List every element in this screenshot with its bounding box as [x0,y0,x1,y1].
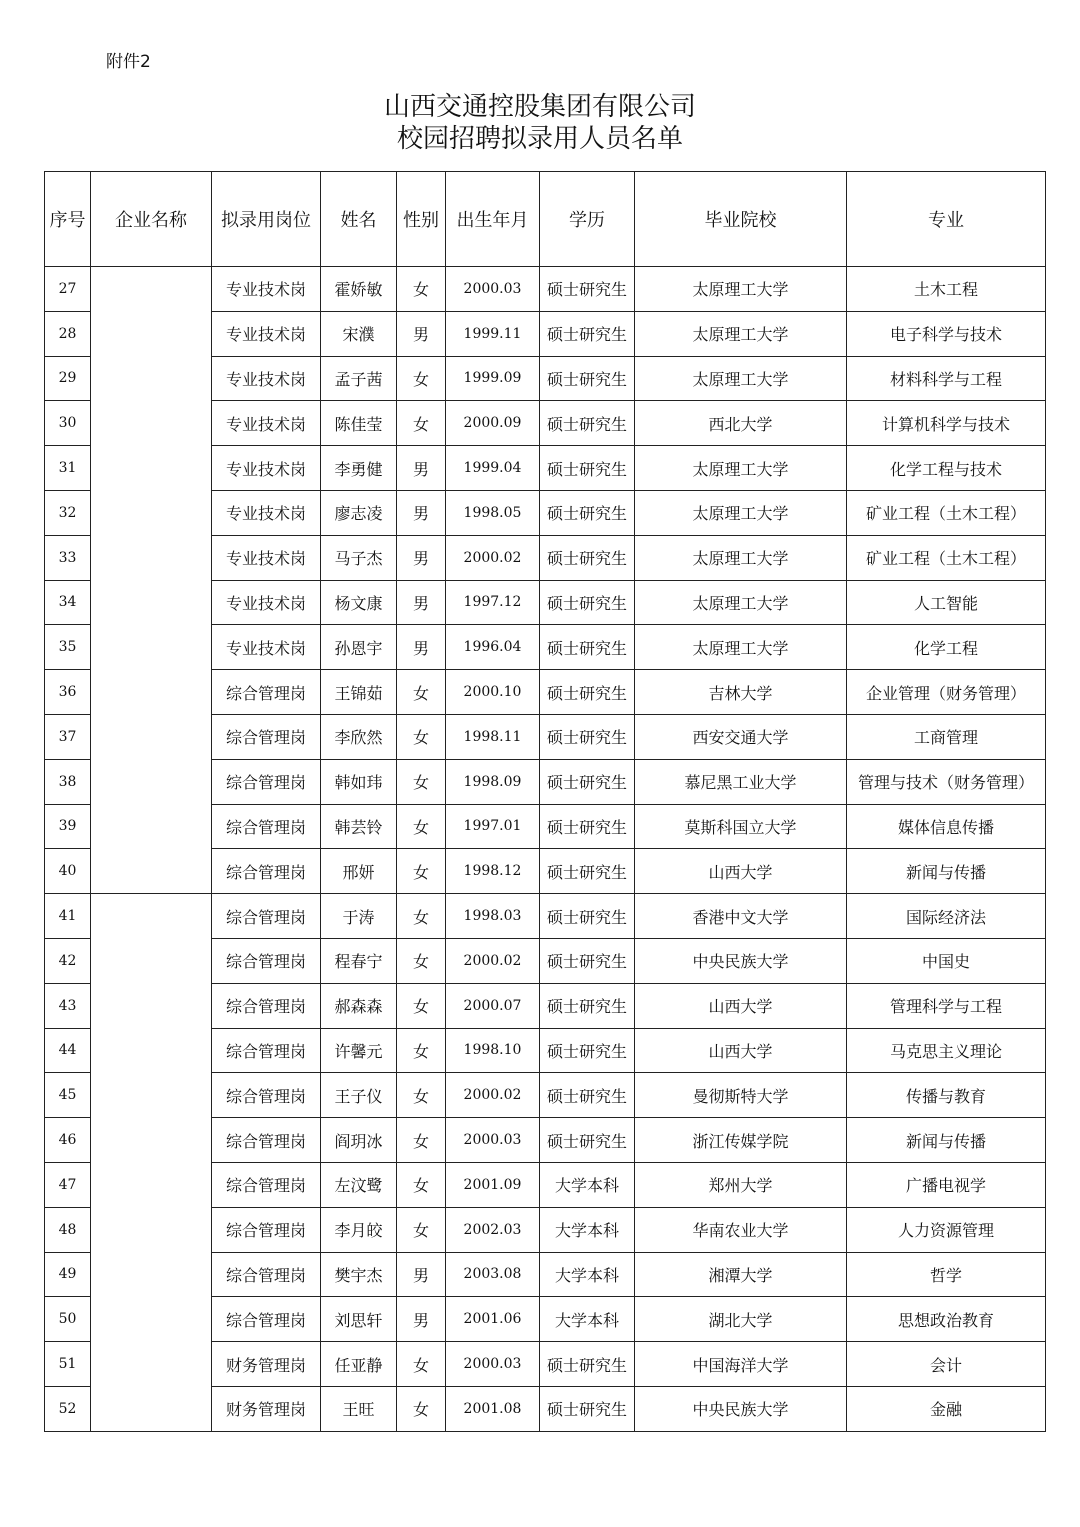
cell-position: 专业技术岗 [212,446,321,491]
cell-gender: 男 [397,1252,446,1297]
header-school: 毕业院校 [635,172,847,267]
cell-major: 新闻与传播 [847,849,1046,894]
cell-gender: 男 [397,625,446,670]
cell-seq: 49 [45,1252,91,1297]
cell-gender: 男 [397,311,446,356]
cell-school: 太原理工大学 [635,356,847,401]
cell-major: 化学工程 [847,625,1046,670]
cell-education: 硕士研究生 [540,625,635,670]
cell-birth: 1999.11 [446,311,540,356]
cell-birth: 2000.03 [446,267,540,312]
cell-name: 李欣然 [321,714,397,759]
cell-seq: 46 [45,1118,91,1163]
cell-birth: 2001.09 [446,1162,540,1207]
cell-major: 媒体信息传播 [847,804,1046,849]
cell-major: 管理科学与工程 [847,983,1046,1028]
cell-gender: 女 [397,1073,446,1118]
cell-name: 程春宁 [321,938,397,983]
cell-birth: 2000.02 [446,535,540,580]
cell-gender: 女 [397,983,446,1028]
cell-major: 人力资源管理 [847,1207,1046,1252]
table-row [45,894,1046,939]
cell-seq: 27 [45,267,91,312]
header-major: 专业 [847,172,1046,267]
cell-school: 浙江传媒学院 [635,1118,847,1163]
header-education: 学历 [540,172,635,267]
cell-gender: 女 [397,1028,446,1073]
cell-education: 硕士研究生 [540,535,635,580]
cell-gender: 男 [397,1297,446,1342]
cell-name: 王锦茹 [321,670,397,715]
cell-birth: 1998.09 [446,759,540,804]
cell-gender: 男 [397,580,446,625]
cell-company [91,267,212,894]
cell-school: 太原理工大学 [635,490,847,535]
cell-school: 太原理工大学 [635,311,847,356]
cell-name: 任亚静 [321,1342,397,1387]
cell-gender: 男 [397,490,446,535]
cell-gender: 女 [397,670,446,715]
cell-name: 杨文康 [321,580,397,625]
cell-school: 湘潭大学 [635,1252,847,1297]
cell-gender: 女 [397,401,446,446]
cell-major: 土木工程 [847,267,1046,312]
cell-name: 左汶鹭 [321,1162,397,1207]
cell-major: 金融 [847,1386,1046,1431]
cell-seq: 30 [45,401,91,446]
attachment-label: 附件2 [106,52,151,72]
cell-name: 宋濮 [321,311,397,356]
cell-gender: 男 [397,446,446,491]
cell-major: 传播与教育 [847,1073,1046,1118]
cell-school: 中国海洋大学 [635,1342,847,1387]
document-title-line2: 校园招聘拟录用人员名单 [396,124,683,154]
header-gender: 性别 [397,172,446,267]
cell-birth: 1997.12 [446,580,540,625]
cell-seq: 39 [45,804,91,849]
header-seq: 序号 [45,172,91,267]
cell-birth: 1998.12 [446,849,540,894]
cell-name: 韩芸铃 [321,804,397,849]
cell-name: 霍娇敏 [321,267,397,312]
cell-position: 综合管理岗 [212,759,321,804]
cell-school: 西安交通大学 [635,714,847,759]
cell-name: 樊宇杰 [321,1252,397,1297]
header-position: 拟录用岗位 [212,172,321,267]
cell-seq: 38 [45,759,91,804]
cell-major: 矿业工程（土木工程） [847,490,1046,535]
cell-gender: 女 [397,759,446,804]
cell-school: 香港中文大学 [635,894,847,939]
cell-school: 山西大学 [635,849,847,894]
cell-birth: 2000.02 [446,1073,540,1118]
cell-gender: 女 [397,1207,446,1252]
cell-education: 硕士研究生 [540,1028,635,1073]
cell-position: 专业技术岗 [212,535,321,580]
cell-position: 专业技术岗 [212,490,321,535]
cell-school: 太原理工大学 [635,535,847,580]
cell-birth: 1999.04 [446,446,540,491]
cell-education: 大学本科 [540,1297,635,1342]
cell-seq: 41 [45,894,91,939]
cell-position: 综合管理岗 [212,849,321,894]
cell-major: 马克思主义理论 [847,1028,1046,1073]
cell-seq: 40 [45,849,91,894]
cell-birth: 1996.04 [446,625,540,670]
cell-seq: 43 [45,983,91,1028]
cell-seq: 31 [45,446,91,491]
cell-name: 韩如玮 [321,759,397,804]
cell-education: 硕士研究生 [540,1118,635,1163]
cell-school: 曼彻斯特大学 [635,1073,847,1118]
cell-seq: 36 [45,670,91,715]
cell-major: 中国史 [847,938,1046,983]
cell-education: 硕士研究生 [540,1342,635,1387]
cell-position: 综合管理岗 [212,804,321,849]
cell-education: 硕士研究生 [540,804,635,849]
cell-education: 硕士研究生 [540,894,635,939]
header-company: 企业名称 [91,172,212,267]
cell-major: 材料科学与工程 [847,356,1046,401]
document-title-line1: 山西交通控股集团有限公司 [383,92,696,122]
cell-seq: 33 [45,535,91,580]
cell-position: 综合管理岗 [212,894,321,939]
cell-school: 吉林大学 [635,670,847,715]
cell-name: 阎玥冰 [321,1118,397,1163]
cell-seq: 47 [45,1162,91,1207]
cell-gender: 女 [397,356,446,401]
header-birth: 出生年月 [446,172,540,267]
cell-name: 孟子茜 [321,356,397,401]
cell-position: 专业技术岗 [212,311,321,356]
cell-school: 太原理工大学 [635,267,847,312]
cell-school: 中央民族大学 [635,938,847,983]
cell-seq: 28 [45,311,91,356]
cell-birth: 2001.06 [446,1297,540,1342]
cell-major: 工商管理 [847,714,1046,759]
cell-gender: 女 [397,938,446,983]
cell-position: 财务管理岗 [212,1386,321,1431]
cell-seq: 32 [45,490,91,535]
cell-position: 综合管理岗 [212,938,321,983]
cell-birth: 1998.11 [446,714,540,759]
cell-seq: 29 [45,356,91,401]
cell-gender: 男 [397,535,446,580]
cell-seq: 35 [45,625,91,670]
cell-name: 刘思轩 [321,1297,397,1342]
cell-school: 太原理工大学 [635,580,847,625]
cell-name: 马子杰 [321,535,397,580]
cell-position: 综合管理岗 [212,1028,321,1073]
header-name: 姓名 [321,172,397,267]
cell-gender: 女 [397,849,446,894]
cell-position: 综合管理岗 [212,1207,321,1252]
cell-education: 大学本科 [540,1162,635,1207]
cell-education: 硕士研究生 [540,983,635,1028]
cell-name: 李月皎 [321,1207,397,1252]
cell-major: 管理与技术（财务管理） [847,759,1046,804]
cell-major: 电子科学与技术 [847,311,1046,356]
cell-school: 慕尼黑工业大学 [635,759,847,804]
cell-major: 矿业工程（土木工程） [847,535,1046,580]
cell-birth: 2002.03 [446,1207,540,1252]
cell-gender: 女 [397,804,446,849]
cell-seq: 48 [45,1207,91,1252]
cell-education: 硕士研究生 [540,401,635,446]
cell-gender: 女 [397,714,446,759]
cell-seq: 51 [45,1342,91,1387]
cell-education: 硕士研究生 [540,670,635,715]
cell-position: 专业技术岗 [212,580,321,625]
cell-education: 硕士研究生 [540,1386,635,1431]
cell-seq: 37 [45,714,91,759]
cell-birth: 2000.03 [446,1342,540,1387]
cell-name: 孙恩宇 [321,625,397,670]
cell-position: 综合管理岗 [212,1162,321,1207]
cell-school: 西北大学 [635,401,847,446]
cell-gender: 女 [397,1386,446,1431]
cell-major: 计算机科学与技术 [847,401,1046,446]
cell-position: 综合管理岗 [212,1252,321,1297]
cell-position: 专业技术岗 [212,356,321,401]
cell-school: 湖北大学 [635,1297,847,1342]
roster-body [45,267,1046,1432]
cell-birth: 2000.03 [446,1118,540,1163]
cell-major: 化学工程与技术 [847,446,1046,491]
cell-position: 财务管理岗 [212,1342,321,1387]
cell-position: 综合管理岗 [212,670,321,715]
cell-birth: 1998.10 [446,1028,540,1073]
table-row [45,267,1046,312]
cell-gender: 女 [397,1118,446,1163]
cell-company [91,894,212,1432]
cell-school: 莫斯科国立大学 [635,804,847,849]
header-row [45,172,1046,267]
cell-education: 大学本科 [540,1207,635,1252]
cell-seq: 44 [45,1028,91,1073]
cell-position: 专业技术岗 [212,267,321,312]
cell-seq: 42 [45,938,91,983]
cell-seq: 45 [45,1073,91,1118]
cell-school: 郑州大学 [635,1162,847,1207]
cell-gender: 女 [397,1162,446,1207]
cell-seq: 52 [45,1386,91,1431]
cell-education: 硕士研究生 [540,311,635,356]
cell-education: 硕士研究生 [540,849,635,894]
cell-position: 综合管理岗 [212,1118,321,1163]
cell-name: 王旺 [321,1386,397,1431]
cell-birth: 1998.03 [446,894,540,939]
cell-name: 郝森森 [321,983,397,1028]
cell-education: 硕士研究生 [540,1073,635,1118]
cell-major: 会计 [847,1342,1046,1387]
cell-education: 硕士研究生 [540,714,635,759]
cell-school: 山西大学 [635,1028,847,1073]
cell-gender: 女 [397,267,446,312]
cell-major: 思想政治教育 [847,1297,1046,1342]
cell-position: 专业技术岗 [212,625,321,670]
cell-major: 人工智能 [847,580,1046,625]
cell-position: 综合管理岗 [212,1073,321,1118]
cell-birth: 2003.08 [446,1252,540,1297]
cell-name: 邢妍 [321,849,397,894]
cell-major: 广播电视学 [847,1162,1046,1207]
cell-birth: 1998.05 [446,490,540,535]
cell-position: 专业技术岗 [212,401,321,446]
cell-gender: 女 [397,894,446,939]
cell-name: 陈佳莹 [321,401,397,446]
cell-name: 王子仪 [321,1073,397,1118]
cell-school: 华南农业大学 [635,1207,847,1252]
cell-seq: 34 [45,580,91,625]
cell-birth: 2000.09 [446,401,540,446]
hiring-roster-table [44,171,1046,1432]
cell-gender: 女 [397,1342,446,1387]
cell-seq: 50 [45,1297,91,1342]
cell-position: 综合管理岗 [212,1297,321,1342]
cell-education: 硕士研究生 [540,267,635,312]
cell-birth: 1997.01 [446,804,540,849]
cell-birth: 2000.07 [446,983,540,1028]
cell-education: 硕士研究生 [540,356,635,401]
cell-major: 新闻与传播 [847,1118,1046,1163]
cell-school: 太原理工大学 [635,446,847,491]
cell-birth: 2000.02 [446,938,540,983]
cell-major: 企业管理（财务管理） [847,670,1046,715]
cell-major: 哲学 [847,1252,1046,1297]
cell-education: 硕士研究生 [540,938,635,983]
cell-major: 国际经济法 [847,894,1046,939]
cell-position: 综合管理岗 [212,983,321,1028]
cell-name: 于涛 [321,894,397,939]
cell-school: 山西大学 [635,983,847,1028]
cell-name: 李勇健 [321,446,397,491]
cell-birth: 2001.08 [446,1386,540,1431]
cell-name: 许馨元 [321,1028,397,1073]
cell-education: 硕士研究生 [540,759,635,804]
cell-position: 综合管理岗 [212,714,321,759]
cell-school: 中央民族大学 [635,1386,847,1431]
cell-birth: 2000.10 [446,670,540,715]
cell-education: 硕士研究生 [540,446,635,491]
cell-school: 太原理工大学 [635,625,847,670]
cell-name: 廖志凌 [321,490,397,535]
cell-education: 硕士研究生 [540,580,635,625]
cell-education: 大学本科 [540,1252,635,1297]
cell-birth: 1999.09 [446,356,540,401]
cell-education: 硕士研究生 [540,490,635,535]
